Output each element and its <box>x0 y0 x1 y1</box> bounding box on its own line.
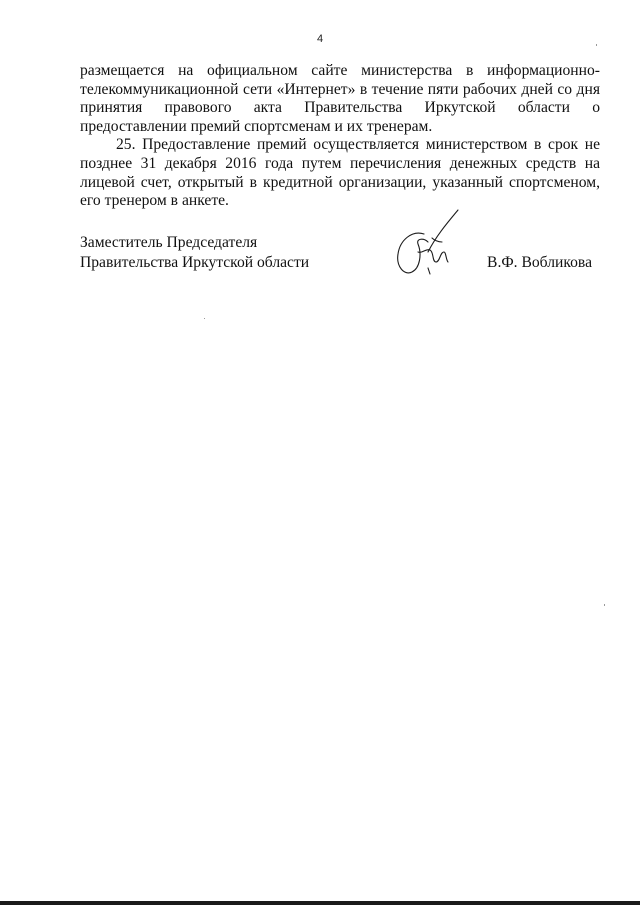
scan-speck-right <box>604 604 605 606</box>
page-number: 4 <box>316 33 324 45</box>
page-bottom-edge <box>0 901 640 905</box>
paragraph-continuation: размещается на официальном сайте министерства в информационно-телекоммуникационной сети «Интернет» в течение пяти рабочих дней со дня принятия правового акта Правительства Иркутской области о предоставлении премий спортсменам и их тренерам. <box>80 62 600 135</box>
signature-block <box>80 233 600 293</box>
scan-speck-mid <box>204 318 205 319</box>
signatory-title-line-1: Заместитель Председателя <box>80 234 258 251</box>
paragraph-25: 25. Предоставление премий осуществляется министерством в срок не позднее 31 декабря 2016 года путем перечисления денежных средств на лицевой счет, открытый в кредитной организации, указанный спортсменом, его тренером в анкете. <box>80 136 600 210</box>
document-body <box>80 62 600 211</box>
scan-speck-top-right <box>596 44 597 46</box>
signatory-name: В.Ф. Вобликова <box>487 254 592 271</box>
signatory-title-line-2: Правительства Иркутской области <box>80 254 310 271</box>
handwritten-signature <box>388 208 468 280</box>
